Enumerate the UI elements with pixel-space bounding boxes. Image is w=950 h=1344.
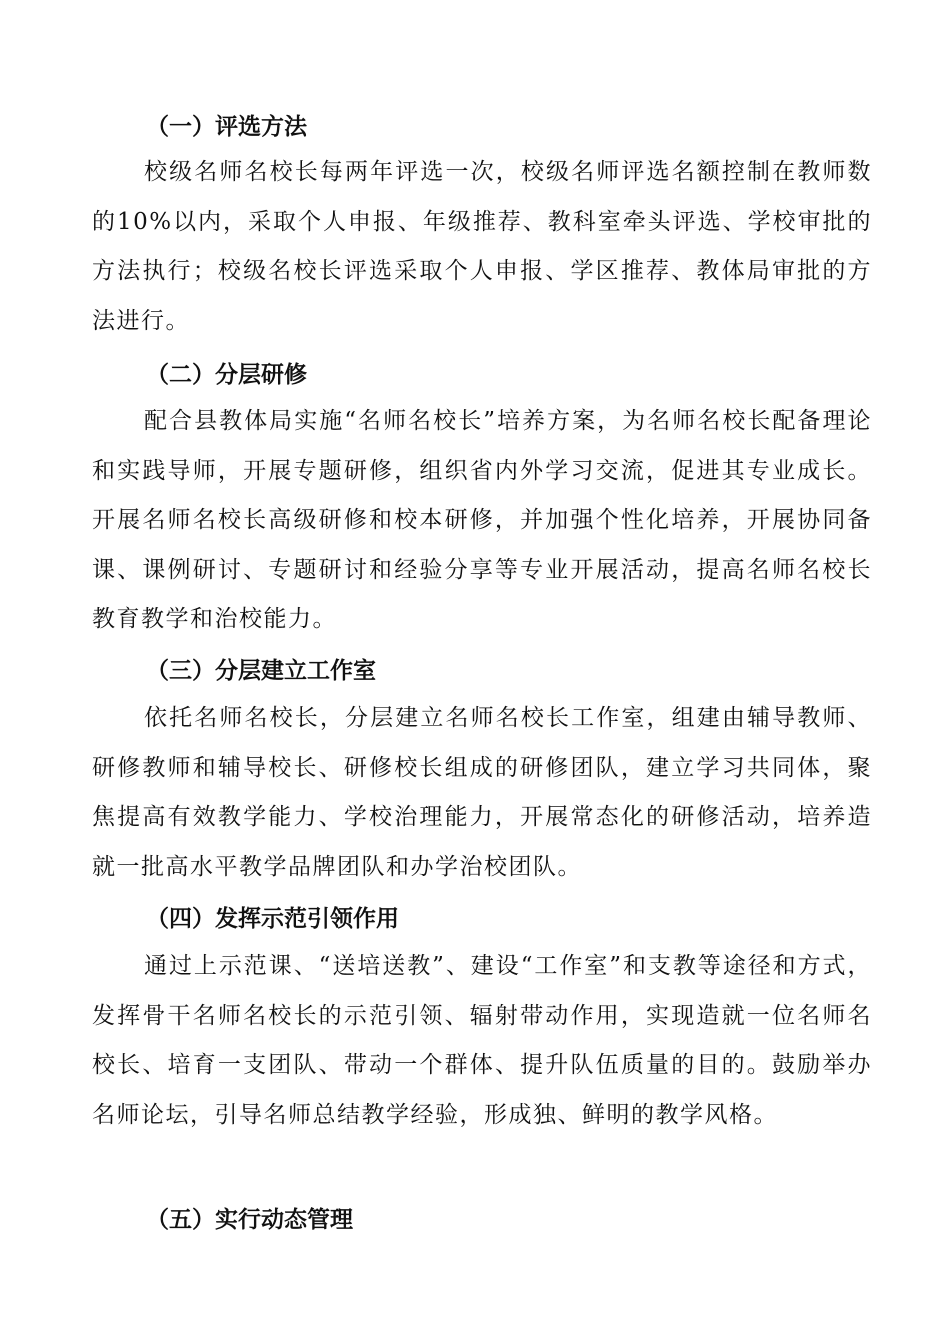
section-body-2: 配合县教体局实施“名师名校长”培养方案，为名师名校长配备理论和实践导师，开展专题研修，组织省内外学习交流，促进其专业成长。开展名师名校长高级研修和校本研修，并加强个性化培养，开展协同备课、课例研讨、专题研讨和经验分享等专业开展活动，提高名师名校长教育教学和治校能力。 — [92, 408, 872, 632]
section-body-3: 依托名师名校长，分层建立名师名校长工作室，组建由辅导教师、研修教师和辅导校长、研修校长组成的研修团队，建立学习共同体，聚焦提高有效教学能力、学校治理能力，开展常态化的研修活动，培养造就一批高水平教学品牌团队和办学治校团队。 — [92, 705, 872, 880]
section-heading-4: （四）发挥示范引领作用 — [146, 906, 399, 932]
section-heading-5: （五）实行动态管理 — [146, 1207, 353, 1233]
section-heading-1: （一）评选方法 — [146, 114, 307, 140]
section-body-1: 校级名师名校长每两年评选一次，校级名师评选名额控制在教师数的10%以内，采取个人申报、年级推荐、教科室牵头评选、学校审批的方法执行；校级名校长评选采取个人申报、学区推荐、教体局审批的方法进行。 — [92, 159, 872, 334]
section-body-4: 通过上示范课、“送培送教”、建设“工作室”和支教等途径和方式，发挥骨干名师名校长的示范引领、辐射带动作用，实现造就一位名师名校长、培育一支团队、带动一个群体、提升队伍质量的目的。鼓励举办名师论坛，引导名师总结教学经验，形成独、鲜明的教学风格。 — [92, 953, 872, 1128]
section-heading-2: （二）分层研修 — [146, 362, 307, 388]
section-heading-3: （三）分层建立工作室 — [146, 658, 376, 684]
